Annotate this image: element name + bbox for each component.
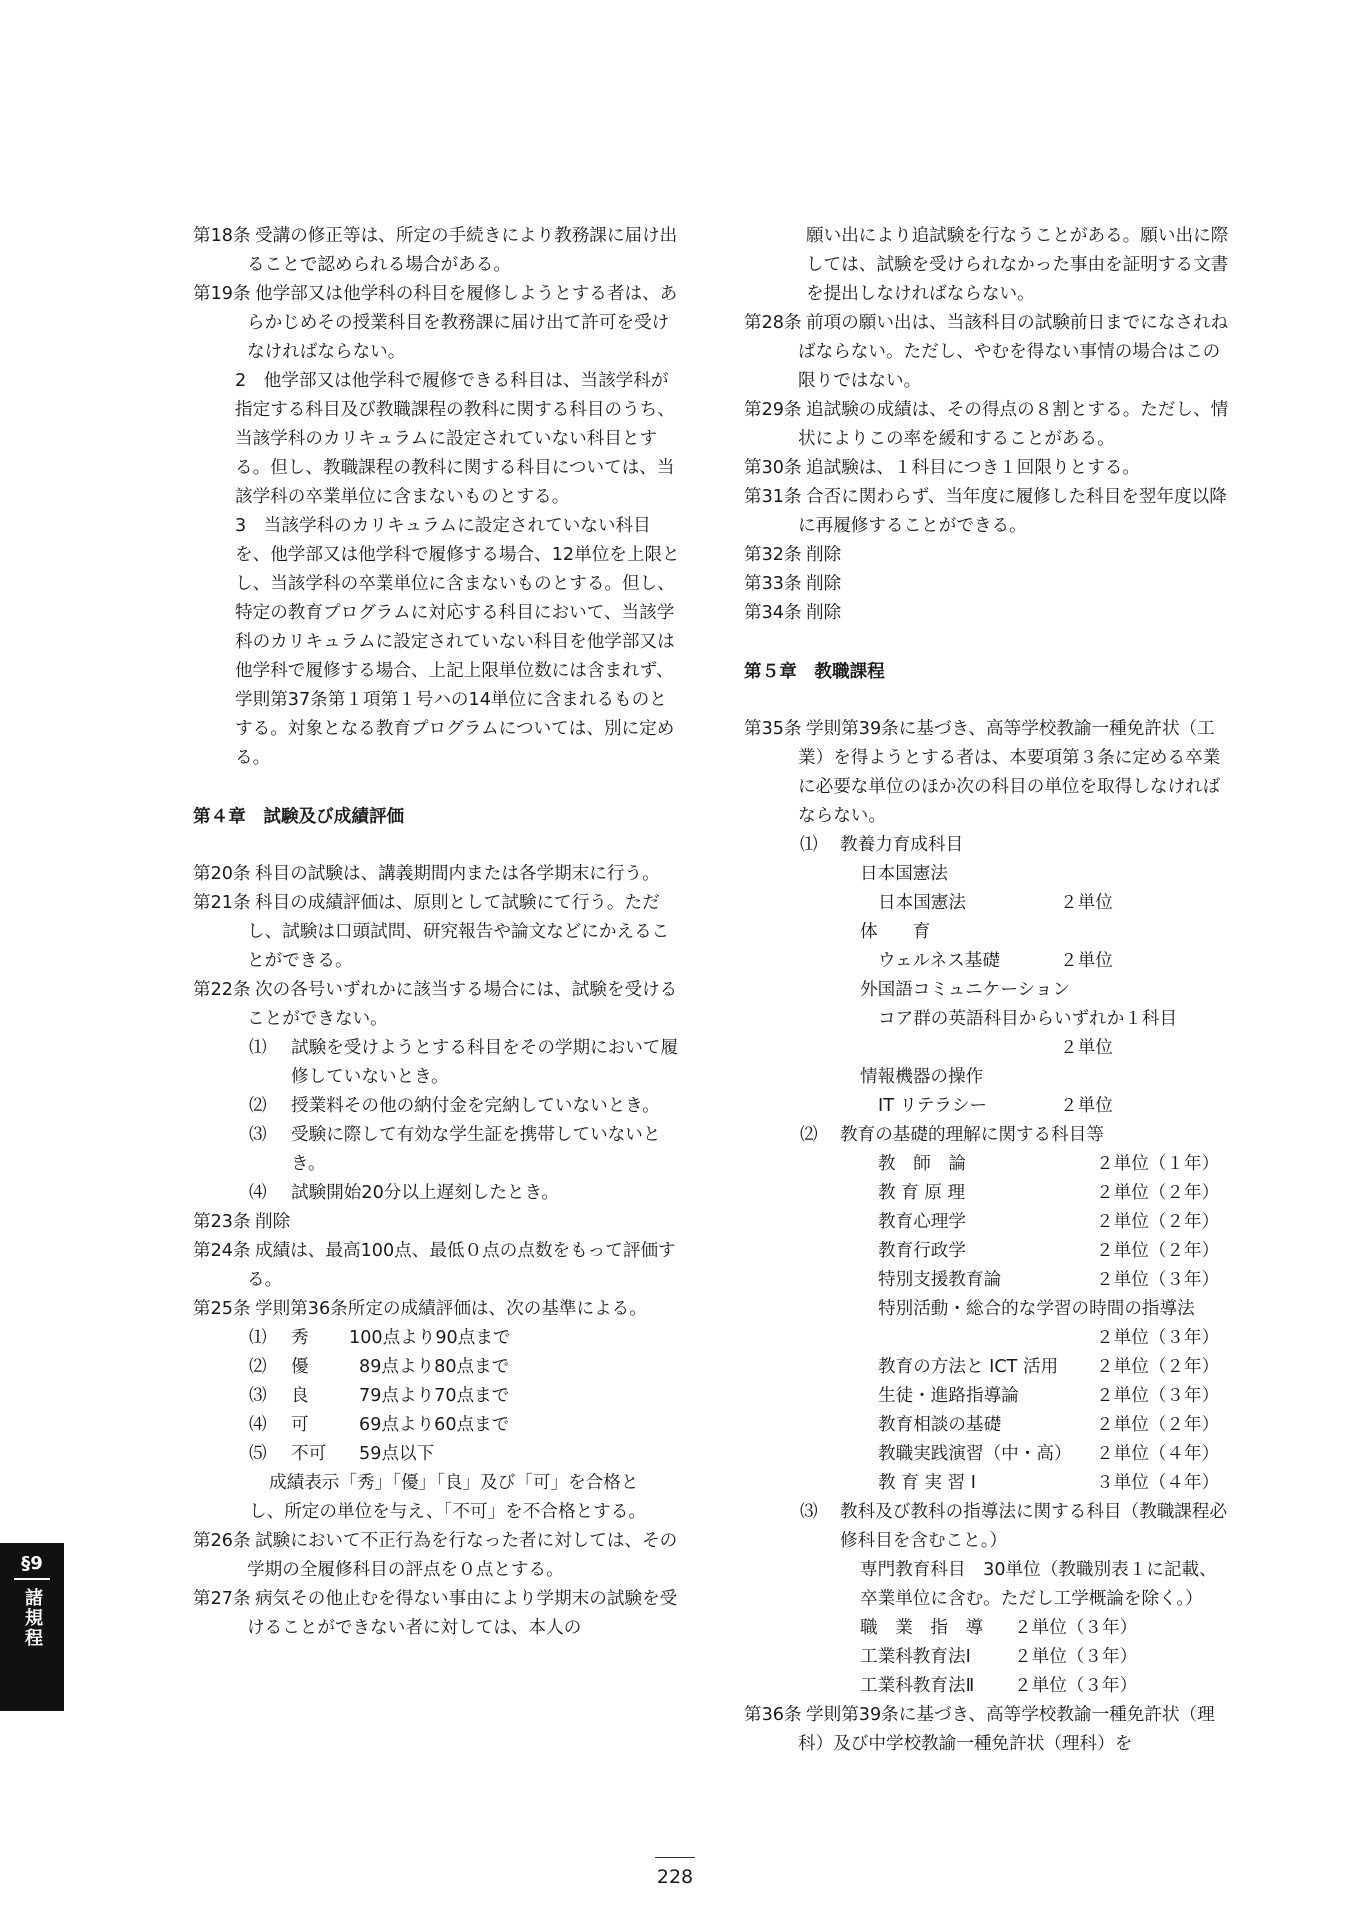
course-row: 特別支援教育論 ２単位（３年） bbox=[878, 1270, 1220, 1290]
article-number: 第30条 bbox=[744, 458, 802, 478]
course-row: 生徒・進路指導論 ２単位（３年） bbox=[878, 1386, 1220, 1406]
article-28 bbox=[744, 309, 1234, 396]
course-row: 教職実践演習（中・高） ２単位（４年） bbox=[878, 1444, 1220, 1464]
course-row: 日本国憲法 ２単位 bbox=[878, 893, 1113, 913]
article-23 bbox=[193, 1208, 683, 1237]
article-34 bbox=[744, 599, 1234, 628]
article-text: 削除 bbox=[806, 574, 842, 594]
article-19 bbox=[193, 280, 683, 367]
article-24 bbox=[193, 1237, 683, 1295]
article-number: 第26条 bbox=[193, 1531, 251, 1551]
article-29 bbox=[744, 396, 1234, 454]
article-number: 第25条 bbox=[193, 1299, 251, 1319]
subsection-1-group-heading: 体 育 bbox=[860, 922, 931, 942]
subsection-3-table bbox=[744, 1614, 1234, 1701]
course-row: 教育の方法と ICT 活用 ２単位（２年） bbox=[878, 1357, 1220, 1377]
right-column bbox=[744, 222, 1234, 1759]
article-number: 第18条 bbox=[193, 226, 251, 246]
article-26 bbox=[193, 1527, 683, 1585]
course-row: 工業科教育法Ⅰ ２単位（３年） bbox=[860, 1647, 1138, 1667]
grade-row: ⑸ 不可 59点以下 bbox=[249, 1444, 435, 1464]
subsection-2: ⑵ 教育の基礎的理解に関する科目等 bbox=[800, 1125, 1104, 1145]
list-item: ⑶ 受験に際して有効な学生証を携帯していないとき。 bbox=[249, 1125, 661, 1174]
article-text: 追試験は、１科目につき１回限りとする。 bbox=[806, 458, 1140, 478]
course-row: 特別活動・総合的な学習の時間の指導法 ２単位（３年） bbox=[878, 1299, 1220, 1348]
course-row: 教 師 論 ２単位（１年） bbox=[878, 1154, 1220, 1174]
section-label: 諸規程 bbox=[22, 1588, 43, 1648]
article-number: 第19条 bbox=[193, 284, 251, 304]
subsection-1-group-heading: 日本国憲法 bbox=[860, 864, 948, 884]
article-text: 追試験の成績は、その得点の８割とする。ただし、情状によりこの率を緩和することがある。 bbox=[798, 400, 1229, 449]
course-row: 教育相談の基礎 ２単位（２年） bbox=[878, 1415, 1220, 1435]
article-number: 第21条 bbox=[193, 893, 251, 913]
article-27-continued: 願い出により追試験を行なうことがある。願い出に際しては、試験を受けられなかった事由を証明する文書を提出しなければならない。 bbox=[806, 226, 1229, 304]
article-33 bbox=[744, 570, 1234, 599]
article-text: 合否に関わらず、当年度に履修した科目を翌年度以降に再履修することができる。 bbox=[798, 487, 1227, 536]
article-text: 成績は、最高100点、最低０点の点数をもって評価する。 bbox=[247, 1241, 676, 1290]
course-row: コア群の英語科目からいずれか１科目 bbox=[878, 1009, 1178, 1029]
list-item: ⑵ 授業料その他の納付金を完納していないとき。 bbox=[249, 1096, 660, 1116]
course-row: IT リテラシー ２単位 bbox=[878, 1096, 1113, 1116]
subsection-1: ⑴ 教養力育成科目 bbox=[800, 835, 964, 855]
article-text: 学則第39条に基づき、高等学校教諭一種免許状（工業）を得ようとする者は、本要項第３条に定める卒業に必要な単位のほか次の科目の単位を取得しなければならない。 bbox=[798, 719, 1221, 826]
article-30 bbox=[744, 454, 1234, 483]
grade-note: し、所定の単位を与え、「不可」を不合格とする。 bbox=[249, 1502, 646, 1522]
course-row: 教 育 実 習 Ⅰ ３単位（４年） bbox=[878, 1473, 1220, 1493]
article-number: 第35条 bbox=[744, 719, 802, 739]
course-row: 教育行政学 ２単位（２年） bbox=[878, 1241, 1220, 1261]
article-text: 削除 bbox=[806, 603, 842, 623]
article-text: 削除 bbox=[255, 1212, 291, 1232]
course-row: ウェルネス基礎 ２単位 bbox=[878, 951, 1113, 971]
article-18 bbox=[193, 222, 683, 280]
article-text: 前項の願い出は、当該科目の試験前日までになされねばならない。ただし、やむを得ない事情の場合はこの限りではない。 bbox=[798, 313, 1229, 391]
article-35 bbox=[744, 715, 1234, 831]
subsection-1-group-heading: 外国語コミュニケーション bbox=[860, 980, 1071, 1000]
article-number: 第20条 bbox=[193, 864, 251, 884]
article-number: 第22条 bbox=[193, 980, 251, 1000]
grade-row: ⑷ 可 69点より60点まで bbox=[249, 1415, 510, 1435]
article-19-paragraph-3: 3 当該学科のカリキュラムに設定されていない科目を、他学部又は他学科で履修する場合、12単位を上限とし、当該学科の卒業単位に含まないものとする。但し、特定の教育プログラムに対応する科目において、当該学科のカリキュラムに設定されていない科目を他学部又は他学科で履修する場合、上記上限単位数には含まれず、学則第37条第１項第１号ハの14単位に含まれるものとする。対象となる教育プログラムについては、別に定める。 bbox=[235, 516, 680, 768]
course-row: 職 業 指 導 ２単位（３年） bbox=[860, 1618, 1138, 1638]
article-20 bbox=[193, 860, 683, 889]
article-32 bbox=[744, 541, 1234, 570]
article-36 bbox=[744, 1701, 1234, 1759]
article-25 bbox=[193, 1295, 683, 1324]
article-text: 次の各号いずれかに該当する場合には、試験を受けることができない。 bbox=[247, 980, 678, 1029]
article-text: 受講の修正等は、所定の手続きにより教務課に届け出ることで認められる場合がある。 bbox=[247, 226, 678, 275]
article-text: 科目の成績評価は、原則として試験にて行う。ただし、試験は口頭試問、研究報告や論文などにかえることができる。 bbox=[247, 893, 670, 971]
article-text: 科目の試験は、講義期間内または各学期末に行う。 bbox=[255, 864, 660, 884]
article-text: 学則第39条に基づき、高等学校教諭一種免許状（理科）及び中学校教諭一種免許状（理科）を bbox=[798, 1705, 1215, 1754]
subsection-3-text: 専門教育科目 30単位（教職別表１に記載、卒業単位に含む。ただし工学概論を除く。） bbox=[860, 1560, 1217, 1609]
chapter-5-heading: 第５章 教職課程 bbox=[744, 662, 885, 682]
article-number: 第36条 bbox=[744, 1705, 802, 1725]
grade-row: ⑶ 良 79点より70点まで bbox=[249, 1386, 510, 1406]
section-side-tab bbox=[0, 1543, 64, 1711]
article-27 bbox=[193, 1585, 683, 1643]
page-number-rule bbox=[655, 1857, 695, 1858]
article-number: 第32条 bbox=[744, 545, 802, 565]
course-row: 教 育 原 理 ２単位（２年） bbox=[878, 1183, 1220, 1203]
article-number: 第28条 bbox=[744, 313, 802, 333]
section-divider bbox=[14, 1578, 50, 1580]
article-text: 病気その他止むを得ない事由により学期末の試験を受けることができない者に対しては、本人の bbox=[247, 1589, 678, 1638]
article-22 bbox=[193, 976, 683, 1034]
article-number: 第33条 bbox=[744, 574, 802, 594]
article-text: 学則第36条所定の成績評価は、次の基準による。 bbox=[255, 1299, 647, 1319]
page-number: 228 bbox=[656, 1866, 694, 1888]
subsection-1-group-heading: 情報機器の操作 bbox=[860, 1067, 984, 1087]
article-text: 他学部又は他学科の科目を履修しようとする者は、あらかじめその授業科目を教務課に届け出て許可を受けなければならない。 bbox=[247, 284, 678, 362]
chapter-4-heading: 第４章 試験及び成績評価 bbox=[193, 807, 405, 827]
article-text: 削除 bbox=[806, 545, 842, 565]
grade-row: ⑵ 優 89点より80点まで bbox=[249, 1357, 510, 1377]
course-units: ２単位 bbox=[1060, 1038, 1113, 1058]
grade-scale bbox=[193, 1324, 683, 1469]
section-number: §9 bbox=[21, 1553, 43, 1574]
article-19-paragraph-2: 2 他学部又は他学科で履修できる科目は、当該学科が指定する科目及び教職課程の教科に関する科目のうち、当該学科のカリキュラムに設定されていない科目とする。但し、教職課程の教科に関する科目については、当該学科の卒業単位に含まないものとする。 bbox=[235, 371, 675, 507]
article-number: 第24条 bbox=[193, 1241, 251, 1261]
subsection-3: ⑶ 教科及び教科の指導法に関する科目（教職課程必修科目を含むこと。） bbox=[800, 1502, 1228, 1551]
article-number: 第31条 bbox=[744, 487, 802, 507]
article-number: 第23条 bbox=[193, 1212, 251, 1232]
left-column bbox=[193, 222, 683, 1643]
article-31 bbox=[744, 483, 1234, 541]
article-22-items bbox=[193, 1034, 683, 1208]
article-number: 第34条 bbox=[744, 603, 802, 623]
article-21 bbox=[193, 889, 683, 976]
list-item: ⑴ 試験を受けようとする科目をその学期において履修していないとき。 bbox=[249, 1038, 679, 1087]
course-row: 工業科教育法Ⅱ ２単位（３年） bbox=[860, 1676, 1138, 1696]
list-item: ⑷ 試験開始20分以上遅刻したとき。 bbox=[249, 1183, 559, 1203]
subsection-2-table bbox=[744, 1150, 1234, 1498]
article-number: 第27条 bbox=[193, 1589, 251, 1609]
grade-row: ⑴ 秀 100点より90点まで bbox=[249, 1328, 511, 1348]
article-number: 第29条 bbox=[744, 400, 802, 420]
article-text: 試験において不正行為を行なった者に対しては、その学期の全履修科目の評点を０点とする。 bbox=[247, 1531, 678, 1580]
course-row: 教育心理学 ２単位（２年） bbox=[878, 1212, 1220, 1232]
grade-note: 成績表示「秀」「優」「良」及び「可」を合格と bbox=[269, 1473, 639, 1493]
